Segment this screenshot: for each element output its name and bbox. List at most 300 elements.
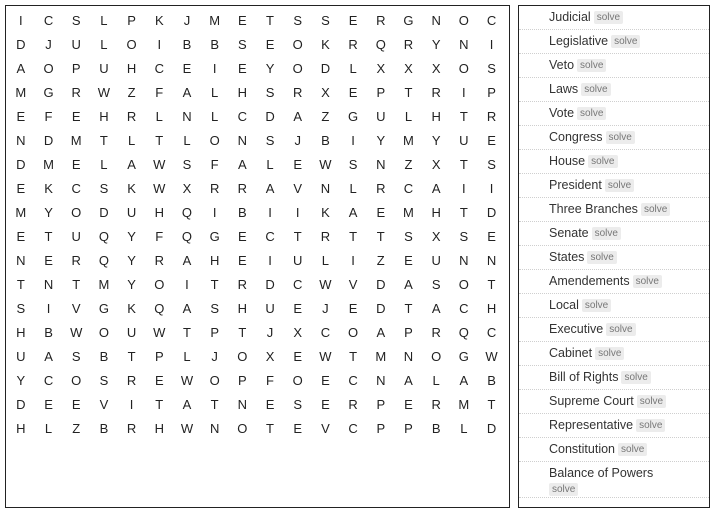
- grid-cell[interactable]: P: [404, 325, 413, 340]
- grid-cell[interactable]: Y: [16, 373, 26, 388]
- grid-cell[interactable]: I: [268, 205, 272, 220]
- grid-cell[interactable]: C: [154, 61, 164, 76]
- grid-cell[interactable]: R: [71, 253, 81, 268]
- grid-cell[interactable]: X: [293, 325, 303, 340]
- grid-cell[interactable]: E: [182, 61, 192, 76]
- grid-cell[interactable]: S: [293, 13, 303, 28]
- solve-button[interactable]: solve: [577, 59, 606, 72]
- grid-cell[interactable]: T: [44, 229, 53, 244]
- grid-cell[interactable]: A: [182, 301, 192, 316]
- grid-cell[interactable]: S: [487, 61, 496, 76]
- grid-cell[interactable]: O: [43, 61, 54, 76]
- grid-cell[interactable]: I: [462, 181, 466, 196]
- grid-cell[interactable]: E: [293, 301, 303, 316]
- grid-cell[interactable]: T: [349, 349, 358, 364]
- grid-cell[interactable]: L: [211, 85, 219, 100]
- grid-cell[interactable]: K: [321, 37, 330, 52]
- grid-cell[interactable]: E: [404, 397, 413, 412]
- solve-button[interactable]: solve: [637, 395, 666, 408]
- grid-cell[interactable]: B: [99, 421, 109, 436]
- grid-cell[interactable]: N: [376, 373, 386, 388]
- grid-cell[interactable]: U: [16, 349, 26, 364]
- grid-cell[interactable]: E: [16, 181, 26, 196]
- solve-button[interactable]: solve: [588, 155, 617, 168]
- grid-cell[interactable]: U: [376, 109, 386, 124]
- grid-cell[interactable]: T: [238, 325, 247, 340]
- grid-cell[interactable]: P: [210, 325, 219, 340]
- grid-cell[interactable]: L: [349, 181, 357, 196]
- grid-cell[interactable]: Q: [181, 205, 193, 220]
- grid-cell[interactable]: I: [489, 37, 494, 52]
- solve-button[interactable]: solve: [587, 251, 616, 264]
- grid-cell[interactable]: V: [99, 397, 109, 412]
- grid-cell[interactable]: W: [180, 421, 194, 436]
- grid-cell[interactable]: S: [487, 157, 496, 172]
- grid-cell[interactable]: R: [126, 109, 137, 124]
- grid-cell[interactable]: L: [432, 373, 440, 388]
- grid-cell[interactable]: E: [238, 253, 247, 268]
- grid-cell[interactable]: I: [295, 205, 300, 220]
- grid-cell[interactable]: D: [16, 37, 26, 52]
- grid-cell[interactable]: M: [403, 133, 414, 148]
- grid-cell[interactable]: K: [321, 205, 330, 220]
- grid-cell[interactable]: B: [487, 373, 496, 388]
- solve-button[interactable]: solve: [636, 419, 665, 432]
- grid-cell[interactable]: E: [348, 301, 358, 316]
- grid-cell[interactable]: F: [44, 109, 53, 124]
- grid-cell[interactable]: A: [182, 397, 192, 412]
- grid-cell[interactable]: M: [43, 157, 54, 172]
- grid-cell[interactable]: L: [100, 157, 108, 172]
- solve-button[interactable]: solve: [592, 227, 621, 240]
- grid-cell[interactable]: S: [293, 397, 303, 412]
- grid-cell[interactable]: E: [238, 13, 247, 28]
- grid-cell[interactable]: E: [348, 85, 358, 100]
- grid-cell[interactable]: R: [376, 181, 386, 196]
- grid-cell[interactable]: L: [100, 37, 108, 52]
- grid-cell[interactable]: Y: [376, 133, 386, 148]
- grid-cell[interactable]: C: [71, 181, 81, 196]
- grid-cell[interactable]: G: [43, 85, 54, 100]
- grid-cell[interactable]: E: [293, 349, 303, 364]
- grid-cell[interactable]: O: [209, 373, 220, 388]
- grid-cell[interactable]: K: [127, 301, 136, 316]
- grid-cell[interactable]: C: [486, 13, 497, 28]
- grid-cell[interactable]: H: [154, 421, 164, 436]
- grid-cell[interactable]: T: [127, 349, 136, 364]
- grid-cell[interactable]: O: [71, 205, 82, 220]
- grid-cell[interactable]: V: [321, 421, 330, 436]
- grid-cell[interactable]: T: [266, 13, 274, 28]
- grid-cell[interactable]: O: [431, 349, 442, 364]
- grid-cell[interactable]: Q: [98, 253, 109, 268]
- grid-cell[interactable]: D: [376, 277, 386, 292]
- grid-cell[interactable]: E: [265, 37, 275, 52]
- grid-cell[interactable]: H: [486, 301, 497, 316]
- grid-cell[interactable]: C: [348, 373, 358, 388]
- grid-cell[interactable]: T: [459, 109, 468, 124]
- grid-cell[interactable]: L: [183, 133, 191, 148]
- grid-cell[interactable]: F: [266, 373, 274, 388]
- grid-cell[interactable]: A: [265, 181, 275, 196]
- grid-cell[interactable]: C: [348, 421, 358, 436]
- grid-cell[interactable]: N: [403, 349, 414, 364]
- grid-cell[interactable]: P: [127, 13, 136, 28]
- grid-cell[interactable]: U: [265, 301, 275, 316]
- grid-cell[interactable]: D: [320, 61, 331, 76]
- grid-cell[interactable]: P: [376, 85, 386, 100]
- grid-cell[interactable]: R: [431, 85, 441, 100]
- grid-cell[interactable]: J: [294, 133, 301, 148]
- grid-cell[interactable]: B: [321, 133, 330, 148]
- grid-cell[interactable]: T: [349, 229, 358, 244]
- grid-cell[interactable]: B: [210, 37, 219, 52]
- grid-cell[interactable]: S: [71, 13, 81, 28]
- grid-cell[interactable]: S: [265, 85, 275, 100]
- grid-cell[interactable]: I: [212, 61, 217, 76]
- grid-cell[interactable]: S: [182, 157, 192, 172]
- grid-cell[interactable]: W: [97, 85, 111, 100]
- grid-cell[interactable]: T: [182, 325, 191, 340]
- grid-cell[interactable]: I: [19, 13, 23, 28]
- grid-cell[interactable]: A: [182, 253, 192, 268]
- grid-cell[interactable]: U: [431, 253, 441, 268]
- grid-cell[interactable]: D: [376, 301, 386, 316]
- grid-cell[interactable]: A: [293, 109, 303, 124]
- grid-cell[interactable]: E: [376, 205, 386, 220]
- grid-cell[interactable]: O: [154, 277, 165, 292]
- grid-cell[interactable]: C: [459, 301, 469, 316]
- grid-cell[interactable]: K: [44, 181, 53, 196]
- grid-cell[interactable]: X: [431, 157, 441, 172]
- grid-cell[interactable]: R: [154, 253, 164, 268]
- solve-button[interactable]: solve: [549, 483, 578, 496]
- grid-cell[interactable]: T: [459, 205, 468, 220]
- grid-cell[interactable]: B: [44, 325, 53, 340]
- grid-cell[interactable]: M: [70, 133, 82, 148]
- solve-button[interactable]: solve: [582, 299, 611, 312]
- grid-cell[interactable]: P: [376, 397, 386, 412]
- grid-cell[interactable]: Z: [72, 421, 81, 436]
- grid-cell[interactable]: M: [15, 85, 27, 100]
- grid-cell[interactable]: O: [458, 277, 469, 292]
- grid-cell[interactable]: N: [320, 181, 331, 196]
- grid-cell[interactable]: S: [404, 229, 413, 244]
- grid-cell[interactable]: C: [265, 229, 275, 244]
- solve-button[interactable]: solve: [618, 443, 647, 456]
- grid-cell[interactable]: O: [209, 133, 220, 148]
- grid-cell[interactable]: I: [157, 37, 162, 52]
- grid-cell[interactable]: Q: [375, 37, 386, 52]
- grid-cell[interactable]: Y: [431, 133, 441, 148]
- grid-cell[interactable]: E: [44, 253, 53, 268]
- grid-cell[interactable]: O: [237, 421, 248, 436]
- grid-cell[interactable]: N: [43, 277, 54, 292]
- grid-cell[interactable]: E: [487, 229, 496, 244]
- grid-cell[interactable]: L: [44, 421, 53, 436]
- grid-cell[interactable]: N: [431, 13, 441, 28]
- grid-cell[interactable]: Y: [265, 61, 275, 76]
- grid-cell[interactable]: U: [459, 133, 469, 148]
- grid-cell[interactable]: R: [348, 397, 358, 412]
- grid-cell[interactable]: T: [404, 85, 413, 100]
- grid-cell[interactable]: R: [403, 37, 414, 52]
- grid-cell[interactable]: L: [183, 349, 191, 364]
- grid-cell[interactable]: N: [16, 253, 26, 268]
- grid-cell[interactable]: A: [431, 301, 441, 316]
- grid-cell[interactable]: S: [210, 301, 219, 316]
- grid-cell[interactable]: L: [266, 157, 274, 172]
- grid-cell[interactable]: T: [293, 229, 302, 244]
- solve-button[interactable]: solve: [606, 131, 635, 144]
- solve-button[interactable]: solve: [577, 107, 606, 120]
- grid-cell[interactable]: T: [210, 277, 219, 292]
- grid-cell[interactable]: O: [126, 37, 137, 52]
- grid-cell[interactable]: Z: [127, 85, 136, 100]
- grid-cell[interactable]: I: [268, 253, 272, 268]
- grid-cell[interactable]: H: [431, 109, 441, 124]
- grid-cell[interactable]: W: [70, 325, 83, 340]
- grid-cell[interactable]: X: [431, 61, 441, 76]
- grid-cell[interactable]: I: [351, 133, 355, 148]
- grid-cell[interactable]: E: [71, 109, 81, 124]
- grid-cell[interactable]: Z: [376, 253, 385, 268]
- grid-cell[interactable]: D: [486, 421, 497, 436]
- solve-button[interactable]: solve: [621, 371, 650, 384]
- grid-cell[interactable]: U: [293, 253, 303, 268]
- grid-cell[interactable]: Y: [127, 253, 136, 268]
- grid-cell[interactable]: A: [127, 157, 136, 172]
- grid-cell[interactable]: H: [16, 325, 26, 340]
- grid-cell[interactable]: M: [375, 349, 387, 364]
- grid-cell[interactable]: P: [404, 421, 413, 436]
- grid-cell[interactable]: M: [403, 205, 414, 220]
- grid-cell[interactable]: K: [154, 13, 164, 28]
- grid-cell[interactable]: C: [43, 13, 54, 28]
- grid-cell[interactable]: N: [237, 397, 248, 412]
- grid-cell[interactable]: P: [238, 373, 247, 388]
- grid-cell[interactable]: E: [71, 397, 81, 412]
- grid-cell[interactable]: V: [293, 181, 303, 196]
- grid-cell[interactable]: P: [376, 421, 386, 436]
- grid-cell[interactable]: B: [431, 421, 441, 436]
- grid-cell[interactable]: N: [182, 109, 192, 124]
- grid-cell[interactable]: H: [431, 205, 441, 220]
- grid-cell[interactable]: M: [458, 397, 470, 412]
- grid-cell[interactable]: N: [376, 157, 386, 172]
- grid-cell[interactable]: E: [293, 157, 303, 172]
- grid-cell[interactable]: A: [16, 61, 26, 76]
- grid-cell[interactable]: P: [154, 349, 164, 364]
- grid-cell[interactable]: L: [211, 109, 219, 124]
- grid-cell[interactable]: O: [292, 61, 303, 76]
- grid-cell[interactable]: E: [44, 397, 53, 412]
- grid-cell[interactable]: S: [99, 181, 109, 196]
- grid-cell[interactable]: G: [458, 349, 469, 364]
- grid-cell[interactable]: B: [182, 37, 192, 52]
- solve-button[interactable]: solve: [581, 83, 610, 96]
- grid-cell[interactable]: B: [99, 349, 109, 364]
- grid-cell[interactable]: O: [458, 13, 469, 28]
- grid-cell[interactable]: U: [71, 37, 81, 52]
- grid-cell[interactable]: S: [99, 373, 109, 388]
- grid-cell[interactable]: U: [71, 229, 81, 244]
- grid-cell[interactable]: C: [403, 181, 414, 196]
- grid-cell[interactable]: O: [237, 349, 248, 364]
- grid-cell[interactable]: N: [459, 253, 469, 268]
- grid-cell[interactable]: W: [153, 181, 166, 196]
- grid-cell[interactable]: I: [489, 181, 494, 196]
- grid-cell[interactable]: F: [155, 85, 164, 100]
- grid-cell[interactable]: S: [265, 133, 275, 148]
- grid-cell[interactable]: V: [348, 277, 358, 292]
- grid-cell[interactable]: A: [459, 373, 469, 388]
- grid-cell[interactable]: L: [155, 109, 163, 124]
- grid-cell[interactable]: Z: [321, 109, 330, 124]
- grid-cell[interactable]: R: [71, 85, 81, 100]
- grid-cell[interactable]: C: [320, 325, 331, 340]
- grid-cell[interactable]: H: [209, 253, 220, 268]
- grid-cell[interactable]: D: [16, 397, 26, 412]
- grid-cell[interactable]: L: [100, 13, 108, 28]
- grid-cell[interactable]: X: [404, 61, 413, 76]
- grid-cell[interactable]: G: [348, 109, 359, 124]
- solve-button[interactable]: solve: [594, 11, 623, 24]
- solve-button[interactable]: solve: [606, 323, 635, 336]
- grid-cell[interactable]: S: [321, 13, 330, 28]
- grid-cell[interactable]: R: [293, 85, 303, 100]
- grid-cell[interactable]: Z: [404, 157, 413, 172]
- grid-cell[interactable]: U: [99, 61, 109, 76]
- grid-cell[interactable]: O: [292, 373, 303, 388]
- grid-cell[interactable]: R: [431, 397, 441, 412]
- grid-cell[interactable]: T: [459, 157, 468, 172]
- grid-cell[interactable]: X: [182, 181, 192, 196]
- grid-cell[interactable]: E: [154, 373, 164, 388]
- grid-cell[interactable]: U: [126, 325, 137, 340]
- grid-cell[interactable]: E: [71, 157, 81, 172]
- grid-cell[interactable]: A: [44, 349, 53, 364]
- grid-cell[interactable]: Q: [181, 229, 193, 244]
- grid-cell[interactable]: K: [127, 181, 136, 196]
- grid-cell[interactable]: P: [71, 61, 81, 76]
- grid-cell[interactable]: M: [209, 13, 221, 28]
- grid-cell[interactable]: A: [404, 373, 413, 388]
- grid-cell[interactable]: T: [266, 421, 274, 436]
- grid-cell[interactable]: S: [71, 349, 81, 364]
- grid-cell[interactable]: E: [265, 397, 275, 412]
- grid-cell[interactable]: L: [127, 133, 136, 148]
- grid-cell[interactable]: E: [16, 109, 26, 124]
- grid-cell[interactable]: X: [431, 229, 441, 244]
- grid-cell[interactable]: W: [180, 373, 194, 388]
- grid-cell[interactable]: D: [16, 157, 26, 172]
- grid-cell[interactable]: D: [43, 133, 54, 148]
- grid-cell[interactable]: R: [126, 421, 137, 436]
- grid-cell[interactable]: X: [321, 85, 330, 100]
- grid-cell[interactable]: F: [155, 229, 164, 244]
- grid-cell[interactable]: I: [351, 253, 355, 268]
- grid-cell[interactable]: S: [16, 301, 26, 316]
- grid-cell[interactable]: A: [431, 181, 441, 196]
- grid-cell[interactable]: G: [98, 301, 109, 316]
- grid-cell[interactable]: M: [15, 205, 27, 220]
- grid-cell[interactable]: C: [293, 277, 303, 292]
- grid-cell[interactable]: W: [319, 157, 332, 172]
- grid-cell[interactable]: L: [321, 253, 330, 268]
- grid-cell[interactable]: R: [486, 109, 497, 124]
- grid-cell[interactable]: E: [238, 61, 247, 76]
- grid-cell[interactable]: H: [126, 61, 137, 76]
- grid-cell[interactable]: J: [45, 37, 52, 52]
- grid-cell[interactable]: N: [16, 133, 26, 148]
- grid-cell[interactable]: N: [237, 133, 248, 148]
- grid-cell[interactable]: S: [238, 37, 247, 52]
- grid-cell[interactable]: A: [238, 157, 247, 172]
- grid-cell[interactable]: N: [209, 421, 220, 436]
- grid-cell[interactable]: U: [126, 205, 137, 220]
- grid-cell[interactable]: A: [182, 85, 192, 100]
- grid-cell[interactable]: T: [210, 397, 219, 412]
- grid-cell[interactable]: J: [183, 13, 191, 28]
- grid-cell[interactable]: O: [71, 373, 82, 388]
- grid-cell[interactable]: B: [238, 205, 247, 220]
- grid-cell[interactable]: I: [212, 205, 217, 220]
- grid-cell[interactable]: W: [153, 325, 166, 340]
- grid-cell[interactable]: T: [155, 133, 164, 148]
- grid-cell[interactable]: P: [487, 85, 496, 100]
- grid-cell[interactable]: E: [321, 397, 330, 412]
- grid-cell[interactable]: J: [266, 325, 274, 340]
- solve-button[interactable]: solve: [605, 179, 634, 192]
- grid-cell[interactable]: D: [265, 109, 275, 124]
- grid-cell[interactable]: I: [185, 277, 189, 292]
- grid-cell[interactable]: Q: [98, 229, 109, 244]
- grid-cell[interactable]: O: [292, 37, 303, 52]
- grid-cell[interactable]: T: [99, 133, 108, 148]
- grid-cell[interactable]: R: [431, 325, 441, 340]
- grid-cell[interactable]: D: [265, 277, 275, 292]
- grid-cell[interactable]: L: [349, 61, 357, 76]
- grid-cell[interactable]: I: [46, 301, 51, 316]
- grid-cell[interactable]: S: [431, 277, 441, 292]
- grid-cell[interactable]: R: [320, 229, 331, 244]
- grid-cell[interactable]: R: [126, 373, 137, 388]
- grid-cell[interactable]: Q: [154, 301, 165, 316]
- grid-cell[interactable]: C: [43, 373, 54, 388]
- grid-cell[interactable]: T: [155, 397, 164, 412]
- solve-button[interactable]: solve: [595, 347, 624, 360]
- solve-button[interactable]: solve: [641, 203, 670, 216]
- grid-cell[interactable]: I: [462, 85, 466, 100]
- grid-cell[interactable]: T: [487, 277, 496, 292]
- grid-cell[interactable]: E: [487, 133, 496, 148]
- grid-cell[interactable]: Y: [127, 277, 136, 292]
- grid-cell[interactable]: J: [211, 349, 218, 364]
- grid-cell[interactable]: F: [210, 157, 219, 172]
- solve-button[interactable]: solve: [633, 275, 662, 288]
- grid-cell[interactable]: E: [16, 229, 26, 244]
- grid-cell[interactable]: H: [16, 421, 26, 436]
- grid-cell[interactable]: C: [237, 109, 248, 124]
- grid-cell[interactable]: L: [460, 421, 468, 436]
- solve-button[interactable]: solve: [611, 35, 640, 48]
- grid-cell[interactable]: T: [404, 301, 413, 316]
- grid-cell[interactable]: R: [209, 181, 220, 196]
- grid-cell[interactable]: E: [404, 253, 413, 268]
- grid-cell[interactable]: Y: [127, 229, 136, 244]
- grid-cell[interactable]: Y: [431, 37, 441, 52]
